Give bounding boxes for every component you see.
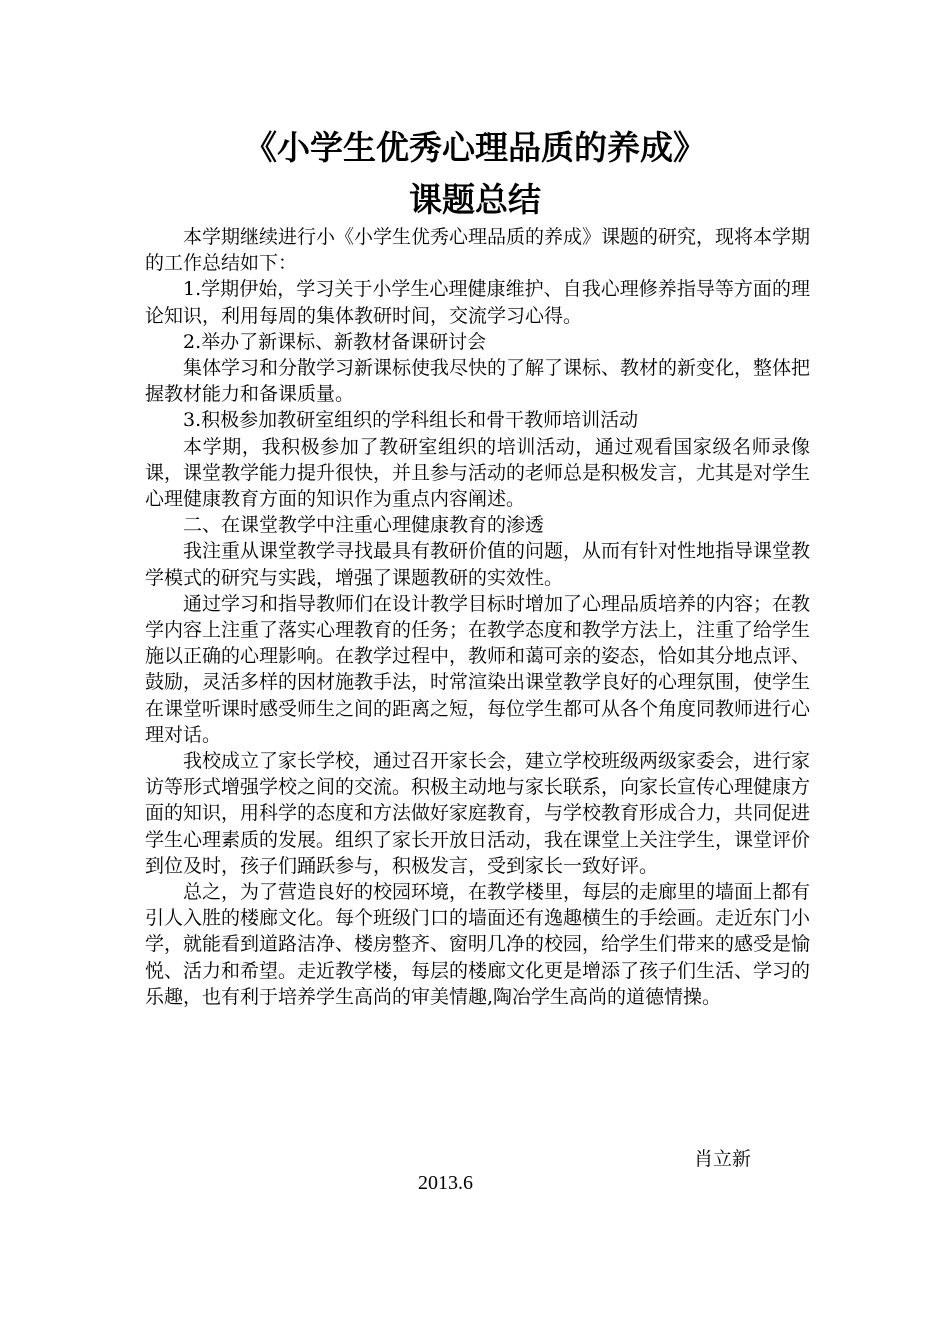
document-title: 《小学生优秀心理品质的养成》	[244, 128, 706, 167]
document-date: 2013.6	[418, 1172, 473, 1194]
paragraph-teaching-goals: 通过学习和指导教师们在设计教学目标时增加了心理品质培养的内容；在教学内容上注重了落实心理教育的任务；在教学态度和教学方法上，注重了给学生施以正确的心理影响。在教学过程中，教师和蔼可亲的姿态，恰如其分地点评、鼓励，灵活多样的因材施教手法，时常渲染出课堂教学良好的心理氛围，使学生在课堂听课时感受师生之间的距离之短，每位学生都可从各个角度同教师进行心理对话。	[145, 592, 811, 746]
section-heading-2: 二、在课堂教学中注重心理健康教育的渗透	[183, 514, 545, 537]
paragraph-item-2-heading: 2.举办了新课标、新教材备课研讨会	[183, 330, 487, 353]
document-subtitle: 课题总结	[409, 180, 541, 219]
paragraph-item-1: 1.学期伊始，学习关于小学生心理健康维护、自我心理修养指导等方面的理论知识，利用每周的集体教研时间，交流学习心得。	[145, 278, 810, 327]
document-body	[145, 224, 810, 1010]
author-signature: 肖立新	[694, 1148, 752, 1170]
paragraph-item-2-body: 集体学习和分散学习新课标使我尽快的了解了课标、教材的新变化，整体把握教材能力和备课质量。	[145, 357, 811, 406]
paragraph-item-3-heading: 3.积极参加教研室组织的学科组长和骨干教师培训活动	[183, 409, 639, 432]
paragraph-parent-school: 我校成立了家长学校，通过召开家长会，建立学校班级两级家委会，进行家访等形式增强学校之间的交流。积极主动地与家长联系，向家长宣传心理健康方面的知识，用科学的态度和方法做好家庭教育，与学校教育形成合力，共同促进学生心理素质的发展。组织了家长开放日活动，我在课堂上关注学生，课堂评价到位及时，孩子们踊跃参与，积极发言，受到家长一致好评。	[145, 750, 811, 877]
paragraph-intro: 本学期继续进行小《小学生优秀心理品质的养成》课题的研究，现将本学期的工作总结如下：	[145, 226, 811, 275]
paragraph-classroom-research: 我注重从课堂教学寻找最具有教研价值的问题，从而有针对性地指导课堂教学模式的研究与实践，增强了课题教研的实效性。	[145, 540, 811, 589]
paragraph-conclusion: 总之，为了营造良好的校园环境，在教学楼里，每层的走廊里的墙面上都有引人入胜的楼廊文化。每个班级门口的墙面还有逸趣横生的手绘画。走近东门小学，就能看到道路洁净、楼房整齐、窗明几净的校园，给学生们带来的感受是愉悦、活力和希望。走近教学楼，每层的楼廊文化更是增添了孩子们生活、学习的乐趣，也有利于培养学生高尚的审美情趣,陶冶学生高尚的道德情操。	[145, 881, 811, 1008]
paragraph-item-3-body: 本学期，我积极参加了教研室组织的培训活动，通过观看国家级名师录像课，课堂教学能力提升很快，并且参与活动的老师总是积极发言，尤其是对学生心理健康教育方面的知识作为重点内容阐述。	[145, 435, 811, 511]
